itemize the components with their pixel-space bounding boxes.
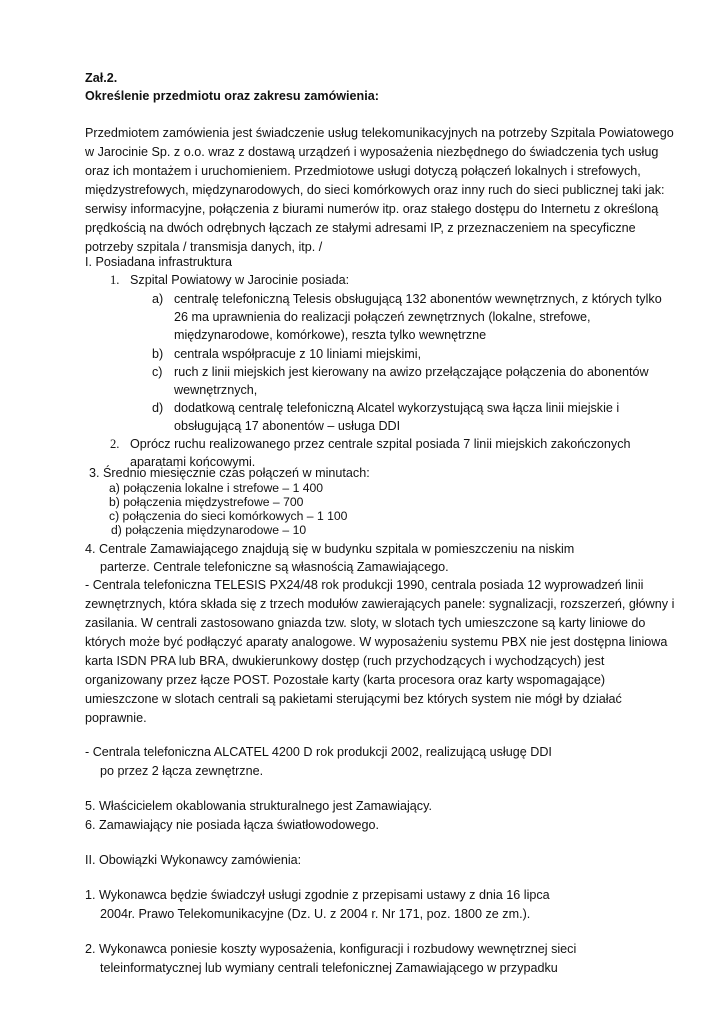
- subitem-line: obsługującą 17 abonentów – usługa DDI: [174, 419, 401, 433]
- paragraph-line: zewnętrznych, która składa się z trzech modułów zawierających panele: sygnalizacji, rozszerzeń, główny i: [85, 597, 675, 611]
- subitem-line: wewnętrznych,: [174, 383, 258, 397]
- intro-line: prędkością na dwóch odrębnych łączach ze stałymi adresami IP, z przeznaczeniem na specyficzne: [85, 221, 636, 235]
- list-number: 1.: [110, 273, 120, 287]
- paragraph-line: zasilania. W centrali zastosowano gniazda tzw. sloty, w slotach tych umieszczone są karty liniowe do: [85, 616, 646, 630]
- intro-line: potrzeby szpitala / transmisja danych, itp. /: [85, 240, 323, 254]
- section-heading: I. Posiadana infrastruktura: [85, 255, 233, 269]
- subitem-line: dodatkową centralę telefoniczną Alcatel wykorzystującą swa łącza linii miejskie i: [174, 401, 620, 415]
- subitem-line: międzynarodowe, komórkowe), reszta tylko wewnętrzne: [174, 328, 487, 342]
- paragraph-line: - Centrala telefoniczna TELESIS PX24/48 rok produkcji 1990, centrala posiada 12 wyprowadzeń linii: [85, 578, 644, 592]
- list-number: 2.: [110, 437, 120, 451]
- paragraph-line: organizowany przez łącze POST. Pozostałe karty (karta procesora oraz karty wspomagające): [85, 673, 606, 687]
- intro-line: serwisy informacyjne, połączenia z biurami numerów itp. oraz stałego dostępu do Internetu z określoną: [85, 202, 659, 216]
- subitem-line: 26 ma uprawnienia do realizacji połączeń zewnętrznych (lokalne, strefowe,: [174, 310, 591, 324]
- list-item-text: aparatami końcowymi.: [130, 455, 256, 469]
- stat-row: d) połączenia międzynarodowe – 10: [111, 523, 307, 537]
- list-item-heading: 3. Średnio miesięcznie czas połączeń w minutach:: [89, 466, 370, 480]
- paragraph-line: po przez 2 łącza zewnętrzne.: [100, 764, 264, 778]
- list-item-text: parterze. Centrale telefoniczne są własnością Zamawiającego.: [100, 560, 449, 574]
- subitem-letter: b): [152, 347, 164, 361]
- stat-row: b) połączenia międzystrefowe – 700: [109, 495, 304, 509]
- paragraph-line: karta ISDN PRA lub BRA, dwukierunkowy dostęp (ruch przychodzących i wychodzących) jest: [85, 654, 605, 668]
- subitem-line: centralę telefoniczną Telesis obsługującą 132 abonentów wewnętrznych, z których tylko: [174, 292, 662, 306]
- intro-line: Przedmiotem zamówienia jest świadczenie usług telekomunikacyjnych na potrzeby Szpitala Powiatowego: [85, 126, 674, 140]
- paragraph-line: których może być podłączyć aparaty analogowe. W wyposażeniu systemu PBX nie jest dostępna liniowa: [85, 635, 668, 649]
- section-heading: II. Obowiązki Wykonawcy zamówienia:: [85, 853, 302, 867]
- page-title: Określenie przedmiotu oraz zakresu zamówienia:: [85, 89, 379, 103]
- list-item-text: 4. Centrale Zamawiającego znajdują się w budynku szpitala w pomieszczeniu na niskim: [85, 542, 575, 556]
- subitem-line: ruch z linii miejskich jest kierowany na awizo przełączające połączenia do abonentów: [174, 365, 649, 379]
- stat-row: a) połączenia lokalne i strefowe – 1 400: [109, 481, 324, 495]
- subitem-letter: c): [152, 365, 163, 379]
- attachment-label: Zał.2.: [85, 71, 118, 85]
- intro-line: w Jarocinie Sp. z o.o. wraz z dostawą urządzeń i wyposażenia niezbędnego do świadczenia tych usług: [85, 145, 659, 159]
- paragraph-line: umieszczone w slotach centrali są pakietami sterującymi bez których system nie mógł by działać: [85, 692, 622, 706]
- list-item-text: 2004r. Prawo Telekomunikacyjne (Dz. U. z 2004 r. Nr 171, poz. 1800 ze zm.).: [100, 907, 531, 921]
- paragraph-line: poprawnie.: [85, 711, 147, 725]
- list-item-text: 6. Zamawiający nie posiada łącza światłowodowego.: [85, 818, 380, 832]
- list-item-text: teleinformatycznej lub wymiany centrali telefonicznej Zamawiającego w przypadku: [100, 961, 558, 975]
- list-item-text: 5. Właścicielem okablowania strukturalnego jest Zamawiający.: [85, 799, 432, 813]
- intro-line: międzystrefowych, międzynarodowych, do sieci komórkowych oraz inny ruch do sieci publicznej taki jak:: [85, 183, 665, 197]
- list-item-text: Szpital Powiatowy w Jarocinie posiada:: [130, 273, 350, 287]
- subitem-letter: a): [152, 292, 164, 306]
- list-item-text: Oprócz ruchu realizowanego przez centrale szpital posiada 7 linii miejskich zakończonych: [130, 437, 631, 451]
- stat-row: c) połączenia do sieci komórkowych – 1 100: [109, 509, 348, 523]
- subitem-line: centrala współpracuje z 10 liniami miejskimi,: [174, 347, 422, 361]
- list-item-text: 2. Wykonawca poniesie koszty wyposażenia, konfiguracji i rozbudowy wewnętrznej sieci: [85, 942, 577, 956]
- intro-line: oraz ich montażem i uruchomieniem. Przedmiotowe usługi dotyczą połączeń lokalnych i strefowych,: [85, 164, 641, 178]
- subitem-letter: d): [152, 401, 164, 415]
- paragraph-line: - Centrala telefoniczna ALCATEL 4200 D rok produkcji 2002, realizującą usługę DDI: [85, 745, 552, 759]
- list-item-text: 1. Wykonawca będzie świadczył usługi zgodnie z przepisami ustawy z dnia 16 lipca: [85, 888, 550, 902]
